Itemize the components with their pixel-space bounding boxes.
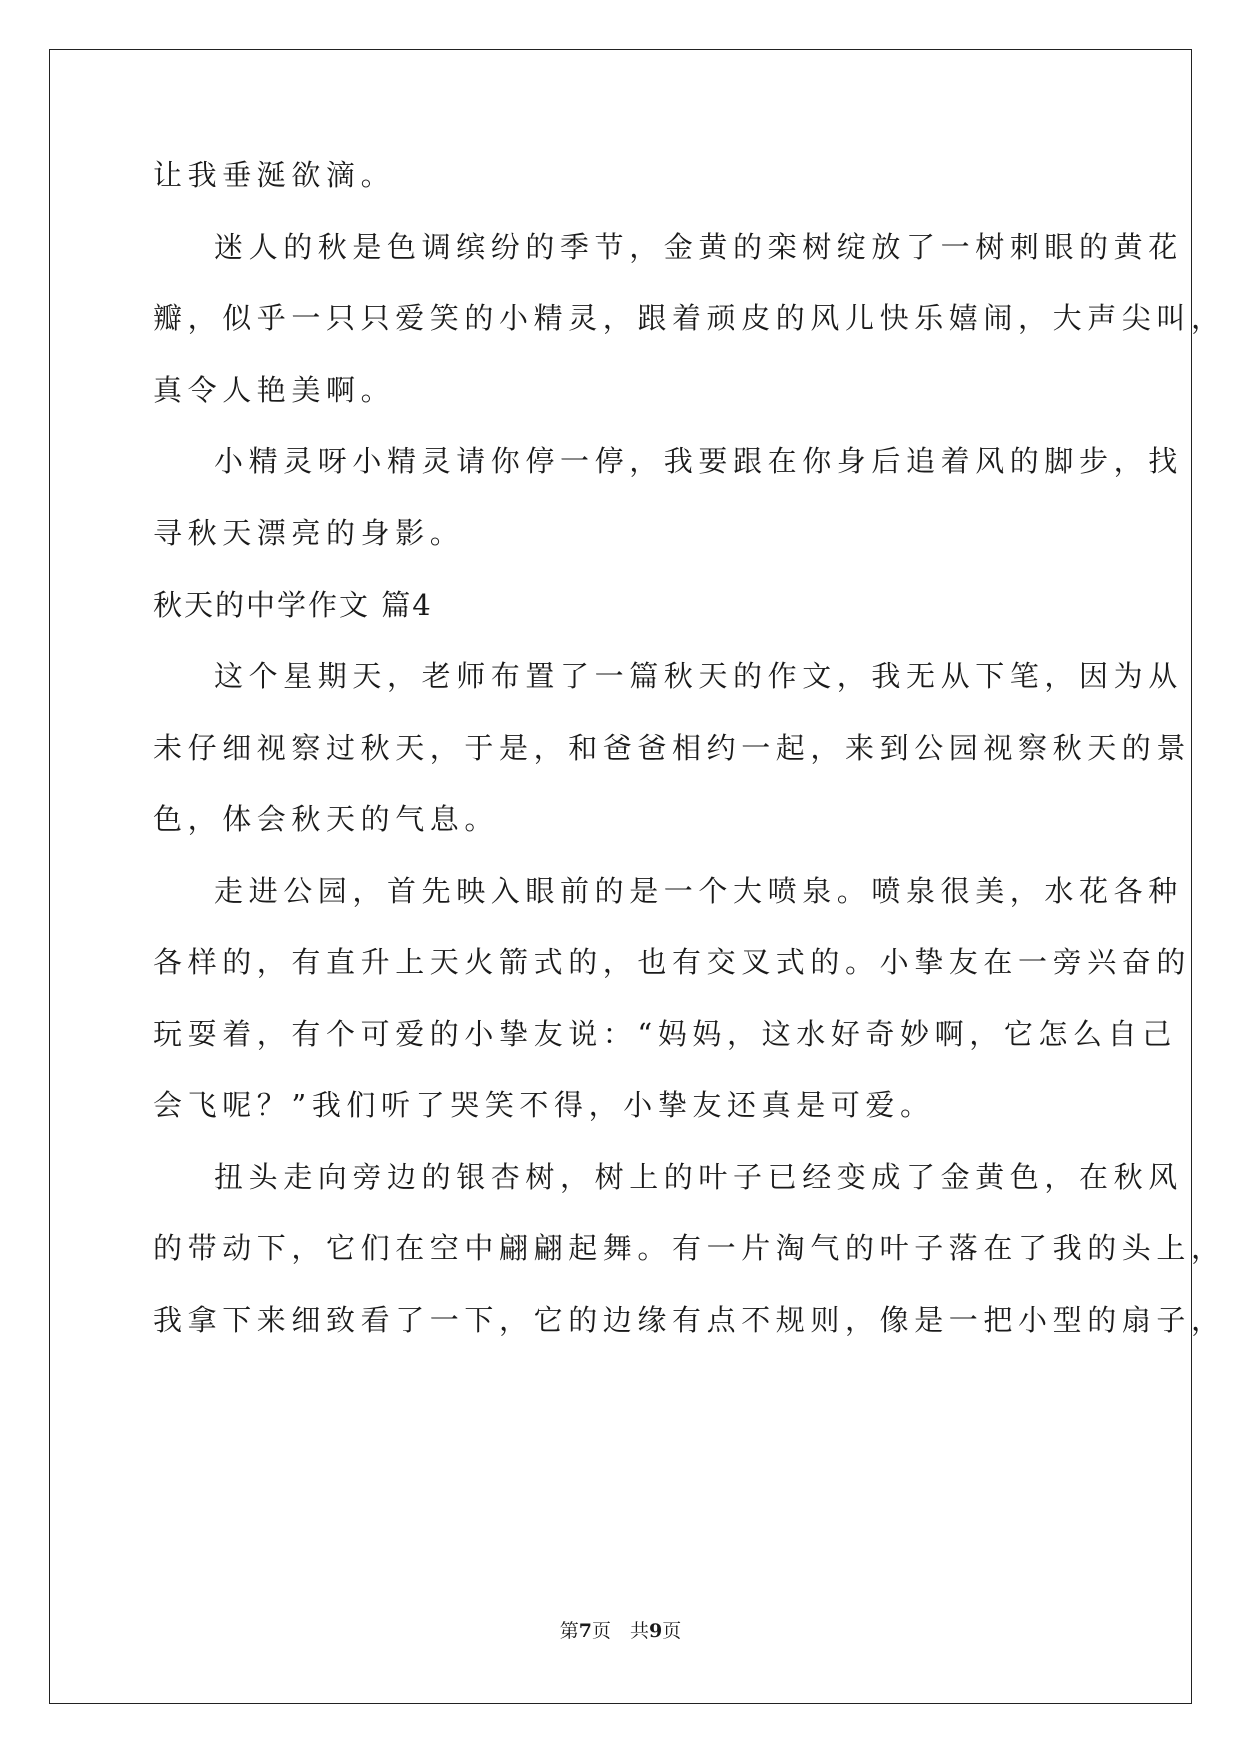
paragraph-start-line: 迷人的秋是色调缤纷的季节，金黄的栾树绽放了一树刺眼的黄花 xyxy=(214,230,1183,264)
text-line: 未仔细视察过秋天，于是，和爸爸相约一起，来到公园视察秋天的景 xyxy=(153,731,1192,765)
text-line: 的带动下，它们在空中翩翩起舞。有一片淘气的叶子落在了我的头上， xyxy=(153,1231,1226,1265)
page-prefix: 第 xyxy=(559,1620,579,1642)
text-line: 瓣，似乎一只只爱笑的小精灵，跟着顽皮的风儿快乐嬉闹，大声尖叫， xyxy=(153,301,1226,335)
page-footer xyxy=(0,1619,1241,1643)
current-page-number: 7 xyxy=(578,1620,592,1642)
text-line: 真令人艳美啊。 xyxy=(153,373,396,407)
paragraph-start-line: 走进公园，首先映入眼前的是一个大喷泉。喷泉很美，水花各种 xyxy=(214,874,1183,908)
text-line: 会飞呢？”我们听了哭笑不得，小挚友还真是可爱。 xyxy=(153,1088,935,1122)
text-line: 让我垂涎欲滴。 xyxy=(153,158,396,192)
text-line: 寻秋天漂亮的身影。 xyxy=(153,516,465,550)
paragraph-start-line: 扭头走向旁边的银杏树，树上的叶子已经变成了金黄色，在秋风 xyxy=(214,1160,1183,1194)
text-line: 色，体会秋天的气息。 xyxy=(153,802,500,836)
page-mid: 页 共 xyxy=(591,1620,649,1642)
paragraph-start-line: 这个星期天，老师布置了一篇秋天的作文，我无从下笔，因为从 xyxy=(214,659,1183,693)
page-suffix: 页 xyxy=(662,1620,682,1642)
total-pages-number: 9 xyxy=(649,1620,663,1642)
paragraph-start-line: 小精灵呀小精灵请你停一停，我要跟在你身后追着风的脚步，找 xyxy=(214,444,1183,478)
section-heading: 秋天的中学作文 篇4 xyxy=(153,588,433,622)
text-line: 我拿下来细致看了一下，它的边缘有点不规则，像是一把小型的扇子， xyxy=(153,1303,1226,1337)
text-line: 玩耍着，有个可爱的小挚友说：“妈妈，这水好奇妙啊，它怎么自己 xyxy=(153,1017,1177,1051)
text-line: 各样的，有直升上天火箭式的，也有交叉式的。小挚友在一旁兴奋的 xyxy=(153,945,1192,979)
